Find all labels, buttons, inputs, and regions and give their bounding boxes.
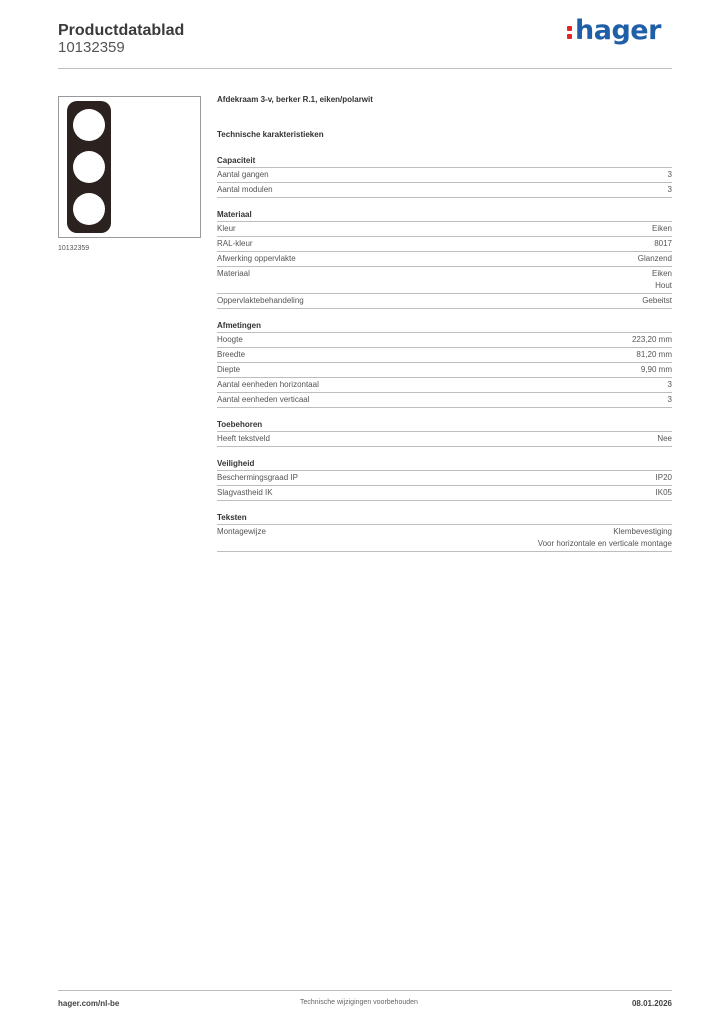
cover-frame-image (67, 101, 111, 233)
hager-logo (567, 15, 661, 46)
spec-label: RAL-kleur (217, 239, 253, 248)
section-title: Materiaal (217, 209, 672, 222)
spec-row (217, 267, 672, 294)
spec-value-line: 9,90 mm (640, 365, 672, 374)
spec-value (668, 184, 672, 196)
section-title: Teksten (217, 512, 672, 525)
spec-label: Materiaal (217, 269, 250, 278)
spec-row (217, 168, 672, 183)
spec-row (217, 294, 672, 309)
logo-text: hager (575, 15, 661, 46)
spec-value (656, 472, 672, 484)
spec-value-line: Hout (655, 281, 672, 290)
spec-value-line: Glanzend (637, 254, 672, 263)
spec-row (217, 432, 672, 447)
spec-value-line: Voor horizontale en verticale montage (537, 539, 672, 548)
frame-opening (73, 151, 105, 183)
spec-value (668, 169, 672, 181)
spec-value (656, 487, 672, 499)
spec-row (217, 363, 672, 378)
spec-section (217, 155, 672, 198)
spec-label: Slagvastheid IK (217, 488, 273, 497)
spec-value (642, 295, 672, 307)
spec-label: Aantal eenheden verticaal (217, 395, 310, 404)
spec-row (217, 471, 672, 486)
spec-row (217, 237, 672, 252)
frame-opening (73, 109, 105, 141)
spec-value-line: 223,20 mm (631, 335, 672, 344)
spec-value-line: Klembevestiging (613, 527, 672, 536)
spec-row (217, 222, 672, 237)
spec-value-line: IP20 (655, 473, 672, 482)
footer-date: 08.01.2026 (631, 999, 672, 1008)
spec-label: Beschermingsgraad IP (217, 473, 298, 482)
spec-value-line: 8017 (654, 239, 672, 248)
image-caption: 10132359 (58, 245, 90, 252)
spec-label: Hoogte (217, 335, 243, 344)
spec-value (652, 223, 672, 235)
spec-value (657, 433, 672, 445)
spec-section (217, 458, 672, 501)
page-title: Productdatablad (58, 22, 185, 39)
spec-value-line: 81,20 mm (636, 350, 672, 359)
spec-section (217, 419, 672, 447)
spec-label: Oppervlaktebehandeling (217, 296, 304, 305)
spec-row (217, 333, 672, 348)
spec-label: Aantal eenheden horizontaal (217, 380, 319, 389)
spec-value (538, 526, 672, 550)
spec-value (668, 394, 672, 406)
header-divider (58, 68, 672, 69)
spec-value (654, 238, 672, 250)
spec-section (217, 209, 672, 309)
spec-content (217, 95, 672, 563)
spec-label: Afwerking oppervlakte (217, 254, 296, 263)
footer-disclaimer: Technische wijzigingen voorbehouden (300, 999, 418, 1006)
spec-value (632, 334, 672, 346)
spec-row (217, 486, 672, 501)
spec-value-line: Nee (657, 434, 672, 443)
spec-label: Kleur (217, 224, 236, 233)
spec-label: Breedte (217, 350, 246, 359)
spec-label: Diepte (217, 365, 241, 374)
spec-value-line: IK05 (655, 488, 672, 497)
spec-row (217, 393, 672, 408)
tech-heading: Technische karakteristieken (217, 130, 324, 139)
spec-value-line: 3 (667, 170, 672, 179)
spec-sections (217, 155, 672, 552)
spec-value (641, 364, 672, 376)
spec-value (636, 349, 672, 361)
spec-row (217, 183, 672, 198)
spec-value-line: 3 (667, 395, 672, 404)
spec-value-line: Eiken (651, 269, 672, 278)
footer-website: hager.com/nl-be (58, 999, 120, 1008)
section-title: Afmetingen (217, 320, 672, 333)
spec-value-line: Gebeitst (642, 296, 672, 305)
section-title: Veiligheid (217, 458, 672, 471)
spec-row (217, 378, 672, 393)
spec-label: Aantal gangen (217, 170, 269, 179)
product-id: 10132359 (58, 39, 125, 56)
spec-section (217, 512, 672, 552)
logo-dots-icon (567, 19, 574, 41)
spec-label: Aantal modulen (217, 185, 273, 194)
spec-value-line: 3 (667, 380, 672, 389)
spec-row (217, 348, 672, 363)
product-image (58, 96, 201, 238)
spec-value (638, 253, 672, 265)
section-title: Capaciteit (217, 155, 672, 168)
frame-opening (73, 193, 105, 225)
spec-row (217, 525, 672, 552)
spec-label: Heeft tekstveld (217, 434, 270, 443)
spec-value (668, 379, 672, 391)
footer-divider (58, 990, 672, 991)
section-title: Toebehoren (217, 419, 672, 432)
spec-value (652, 268, 672, 292)
product-name: Afdekraam 3-v, berker R.1, eiken/polarwit (217, 95, 373, 104)
spec-row (217, 252, 672, 267)
spec-value-line: Eiken (651, 224, 672, 233)
spec-section (217, 320, 672, 408)
spec-label: Montagewijze (217, 527, 266, 536)
spec-value-line: 3 (667, 185, 672, 194)
